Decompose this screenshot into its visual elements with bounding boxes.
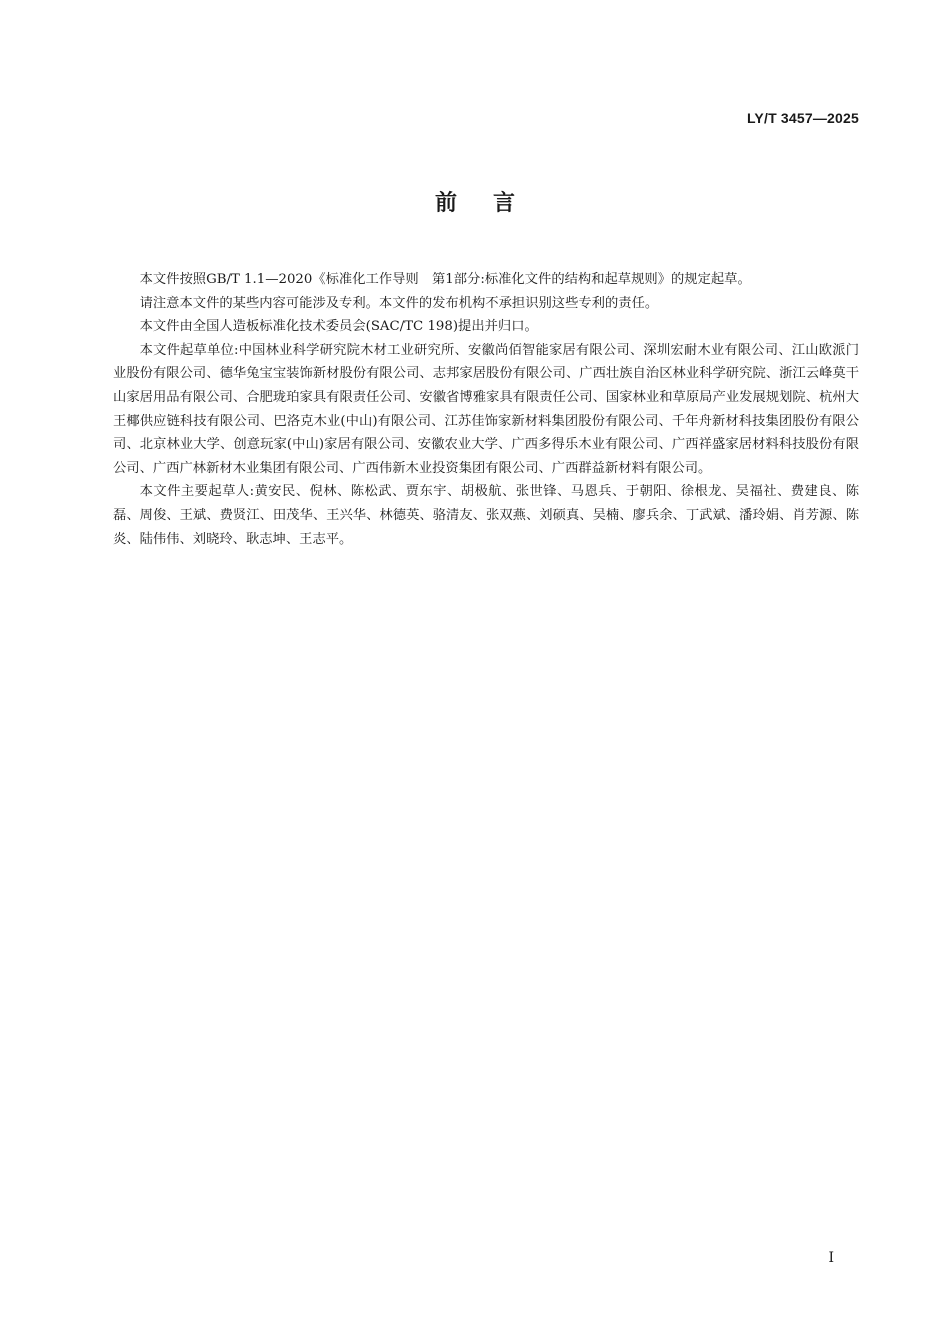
page-number: I (828, 1250, 834, 1266)
document-code: LY/T 3457—2025 (746, 110, 859, 126)
paragraph-patent-notice: 请注意本文件的某些内容可能涉及专利。本文件的发布机构不承担识别这些专利的责任。 (139, 295, 659, 311)
paragraph-drafters: 本文件主要起草人:黄安民、倪林、陈松武、贾东宇、胡极航、张世锋、马恩兵、于朝阳、徐根龙、吴福社、费建良、陈磊、周俊、王斌、费贤江、田茂华、王兴华、林德英、骆清友、张双燕、刘硕真、吴楠、廖兵余、丁武斌、潘玲娟、肖芳源、陈炎、陆伟伟、刘晓玲、耿志坤、王志平。 (113, 484, 859, 547)
paragraph-drafting-units: 本文件起草单位:中国林业科学研究院木材工业研究所、安徽尚佰智能家居有限公司、深圳宏耐木业有限公司、江山欧派门业股份有限公司、德华兔宝宝装饰新材股份有限公司、志邦家居股份有限公司、广西壮族自治区林业科学研究院、浙江云峰莫干山家居用品有限公司、合肥珑珀家具有限责任公司、安徽省博雅家具有限责任公司、国家林业和草原局产业发展规划院、杭州大王椰供应链科技有限公司、巴洛克木业(中山)有限公司、江苏佳饰家新材料集团股份有限公司、千年舟新材科技集团股份有限公司、北京林业大学、创意玩家(中山)家居有限公司、安徽农业大学、广西多得乐木业有限公司、广西祥盛家居材料科技股份有限公司、广西广林新材木业集团有限公司、广西伟新木业投资集团有限公司、广西群益新材料有限公司。 (113, 342, 859, 476)
paragraph-drafting-rules: 本文件按照GB/T 1.1—2020《标准化工作导则 第1部分:标准化文件的结构和起草规则》的规定起草。 (139, 272, 751, 287)
paragraph-proposing-committee: 本文件由全国人造板标准化技术委员会(SAC/TC 198)提出并归口。 (139, 319, 538, 335)
page-title: 前言 (434, 191, 551, 216)
foreword-body (113, 268, 859, 551)
